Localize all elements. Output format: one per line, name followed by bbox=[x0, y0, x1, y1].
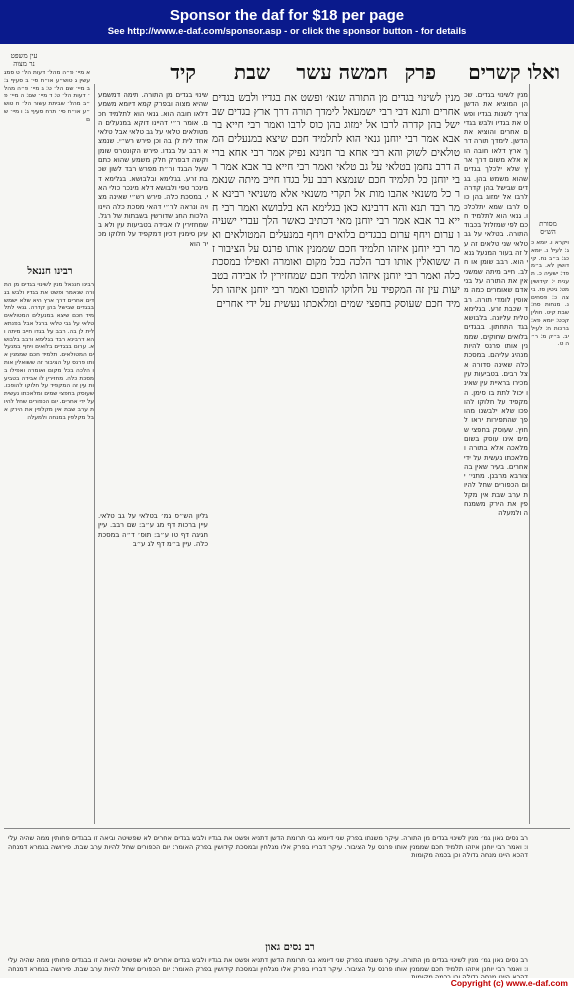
tosafot-continuation: גליון הש״ס גמ׳ בטלאי על גב טלאי. עיין ברכות דף מג ע״ב: שם רבב. עיין חגיגה דף טו ע״ב: תוס׳ ד״ה במסכת כלה. עיין ב״מ דף לג ע״ב bbox=[98, 512, 208, 548]
tosafot-column: שינוי בגדים מן התורה. תימה דמשמע שהיא מצוה ובפרק קמא דיומא משמע דלאו חובה הוא. גנאי הוא לתלמיד חכם. אומר ר״י דהיינו דוקא במנעלים המטולאים טלאי על גב טלאי אבל טלאי אחד לית לן בה וכן פירש רש״י. שנמצא רבב על בגדו. פירש הקונטרס שומן וקשה דבפרק חלק משמע שהוא כתם שעל הבגד ור״ת מפרש רבד לשון שכבת זרע. בגלימא ובלבושא. בגלימא דמינכר טפי ולבושא דלא מינכר כולי האי. במסכת כלה. פירש רש״י שאינה מצויה ונראה לר״י דהאי מסכת כלה היינו הלכות החג שדורשין בשבתות של רגל. שמחזירין לו אבידה בטביעות עין ולא בעינן סימנין דכיון דמקפיד על חלוקו מכיר הוא bbox=[98, 91, 208, 248]
masoret-heading: מסורת הש״ס bbox=[539, 220, 557, 236]
chapter-title: ואלו קשרים bbox=[468, 60, 560, 84]
sponsor-banner[interactable] bbox=[0, 0, 574, 44]
daf-number: קיד bbox=[170, 60, 196, 84]
rav-nissim-heading: רב נסים גאון bbox=[265, 942, 315, 953]
ein-mishpat-column: א מיי׳ פ״ה מהל׳ דעות הל׳ ט סמג עשין ג טוש״ע או״ח סי׳ ב סעיף ג: ב מיי׳ שם הל׳ ט: ג מיי׳ פ״ה מהל׳ דעות הל׳ ט: ד מיי׳ שם: ה מיי׳ פ״ב מהל׳ שביתת עשור הל׳ ח טוש״ע או״ח סי׳ תרח סעיף ג: ו מיי׳ שם bbox=[4, 70, 90, 123]
rabbeinu-chananel-heading: רבינו חננאל bbox=[27, 266, 73, 277]
masoret-hashas-column: ויקרא ו. יומא כג: לעיל נ. יומא כג: ב״ב נח. קידושין לא. ב״מ פד: ישעיה כ. תענית י: קידושין מט: גיטין סז. ביצה כ: פסחים נ. מנחות סח: שבת קיט. חולין קכט: יומא פא: ברכות ח: לעיל יב. ב״ק מ: ר״ה ט. bbox=[531, 240, 569, 348]
rav-nissim-gaon-column: רב נסים גאון גמ׳ מנין לשינוי בגדים מן התורה. עיקר משנתו בפרק שני דיומא גבי תרומת הדשן דתניא ופשט את בגדיו ולבש בגדים אחרים לא שפשיטה וביאה זו בבגדים פחותין ממה שהיה עליו: ואמר רבי יוחנן איזהו תלמיד חכם שממנין אותו פרנס על הציבור. עיקר דבריו בפרק אלו מגלחין ובמסכת קידושין בפרק האומר: יום הכפורים שחל להיות ערב שבת. פירושה בגמרא דמנחה דהכא היינו מנחה גדולה וכן בכמה מקומות bbox=[8, 834, 528, 860]
talmud-page bbox=[0, 44, 574, 978]
rav-nissim-gaon-lower: רב נסים גאון גמ׳ מנין לשינוי בגדים מן התורה. עיקר משנתו בפרק שני דיומא גבי תרומת הדשן דתניא ופשט את בגדיו ולבש בגדים אחרים לא שפשיטה וביאה זו בבגדים פחותין ממה שהיה עליו: ואמר רבי יוחנן איזהו תלמיד חכם שממנין אותו פרנס על הציבור. עיקר דבריו בפרק אלו מגלחין ובמסכת קידושין בפרק האומר: יום הכפורים שחל להיות ערב שבת. פירושה בגמרא דמנחה bbox=[8, 956, 528, 973]
page-footer bbox=[0, 978, 574, 990]
tractate-name: שבת bbox=[234, 60, 270, 84]
perek-number: חמשה עשר bbox=[296, 60, 388, 84]
sponsor-subtitle[interactable]: See http://www.e-daf.com/sponsor.asp - or click the sponsor button - for details bbox=[107, 26, 467, 37]
column-divider bbox=[94, 84, 95, 824]
ein-mishpat-heading: עין משפט נר מצוה bbox=[10, 52, 38, 68]
rabbeinu-chananel-column: רבינו חננאל מנין לשינוי בגדים מן התורה שנאמר ופשט את בגדיו ולבש בגדים אחרים דרך ארץ היא שלא ישמש בבגדים שבישל בהן קדרה. גנאי לתלמיד חכם שיצא במנעלים המטולאים טלאי על גבי טלאי ברגל אבל בפנתא לית לן בה. רבב על בגדו חייב מיתה והא דרבינא רבד בגלימא ורבב בלבושא. ערום בבגדים בלואים ויחף במנעלים המטולאים. תלמיד חכם שממנין אותו פרנס על הציבור זה ששואלין אותו הלכה בכל מקום ואומרה ואפילו במסכת כלה. מחזירין לו אבידה בטביעות עין זה המקפיד על חלוקו להופכו. שעוסק בחפצי שמים ומלאכתו נעשית על ידי אחרים. יום הכפורים שחל להיות ערב שבת אין מקלפין את הירק אבל מקלפין במנחה ולמעלה bbox=[4, 282, 94, 421]
sponsor-title[interactable]: Sponsor the daf for $18 per page bbox=[169, 7, 405, 24]
gemara-column: מנין לשינוי בגדים מן התורה שנא׳ ופשט את בגדיו ולבש בגדים אחרים ותנא דבי רבי ישמעאל לימדך תורה דרך ארץ בגדים שבישל בהן קדרה לרבו אל ימזוג בהן כוס לרבו ואמר רבי חייא בר אבא אמר רבי יוחנן גנאי הוא לתלמיד חכם שיצא במנעלים המטולאים לשוק והא רבי אחא בר חנינא נפיק אמר רבי אחא בריה דרב נחמן בטלאי על גב טלאי ואמר רבי חייא בר אבא אמר רבי יוחנן כל תלמיד חכם שנמצא רבב על בגדו חייב מיתה שנאמר כל משנאי אהבו מות אל תקרי משנאי אלא משניאי רבינא אמר רבד תנא והא דרבינא כאן בגלימא הא בלבושא ואמר רבי חייא בר אבא אמר רבי יוחנן מאי דכתיב כאשר הלך עבדי ישעיהו ערום ויחף ערום בבגדים בלואים ויחף במנעלים המטולאים ואמר רבי יוחנן איזהו תלמיד חכם שממנין אותו פרנס על הציבור זה ששואלין אותו דבר הלכה בכל מקום ואומרה ואפילו במסכת כלה ואמר רבי יוחנן איזהו תלמיד חכם שמחזירין לו אבידה בטביעות עין זה המקפיד על חלוקו להופכו ואמר רבי יוחנן איזהו תלמיד חכם שעוסק בחפצי שמים ומלאכתו נעשית על ידי אחרים bbox=[211, 92, 460, 310]
page-header bbox=[150, 60, 568, 86]
rashi-column: מנין לשינוי בגדים. שכהן המוציא את הדשן צריך לשנות בגדיו ופשט את בגדיו ולבש בגדים אחרים והוציא את הדשן. לימדך תורה דרך ארץ דלאו חובה הוא אלא משום דרך ארץ שלא ילכלך בגדים שהוא משמש בהן. בגדים שבישל בהן קדרה לרבו אל ימזוג בהן כוס לרבו שמא יתלכלכו. גנאי הוא לתלמיד חכם לפי שמזלזל בכבוד התורה. בטלאי על גב טלאי שני טלאים זה על זה בעור המנעל גנאי הוא. רבב שומן או חלב. חייב מיתה שמשניאין את התורה על בני אדם שאומרים כמה מאוסין לומדי תורה. רבד שכבת זרע. בגלימא טלית עליונה. בלבושא בגד התחתון. בבגדים בלואים שחוקים. שממנין אותו פרנס להיות מנהיג עליהם. במסכת כלה שאינה סדורה אצל רבים. בטביעות עין מכירו בראיית עין שאינו יכול לתת בו סימן. המקפיד על חלוקו להופכו שלא ילבשנו מהופך שהתפירות יראו לחוץ. שעוסק בחפצי שמים אינו עוסק בשום מלאכה אלא בתורה ומלאכתו נעשית על ידי אחרים. בעיר שאין בה צורבא מרבנן. מתני׳ יום הכפורים שחל להיות ערב שבת אין מקלפין את הירק משמנחה ולמעלה bbox=[463, 91, 528, 518]
perek-label: פרק bbox=[404, 60, 436, 84]
column-divider bbox=[529, 84, 530, 824]
copyright-link[interactable]: Copyright (c) www.e-daf.com bbox=[450, 978, 568, 988]
bottom-divider bbox=[4, 828, 570, 829]
